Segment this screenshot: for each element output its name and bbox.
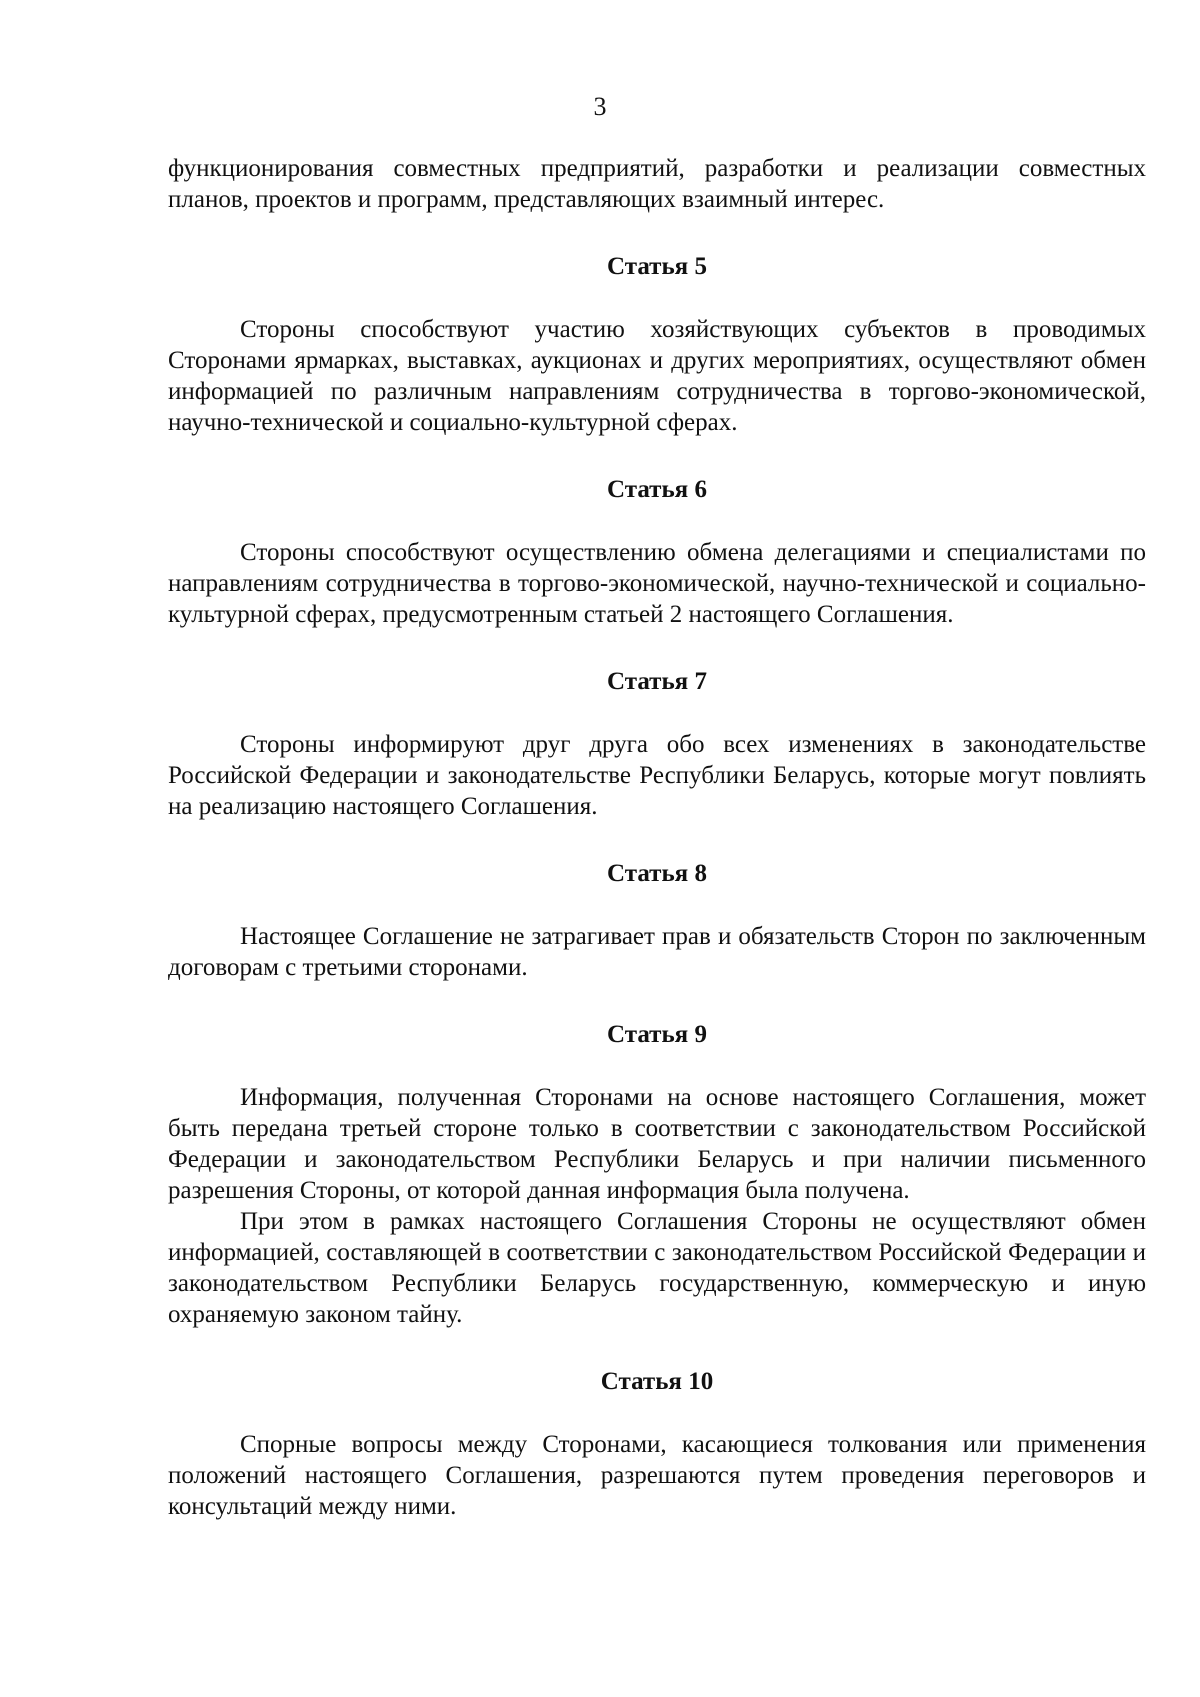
article-heading: Статья 8 [607,860,707,887]
article-paragraph: Информация, полученная Сторонами на основе настоящего Соглашения, может быть передана третьей стороне только в соответствии с законодательством Российской Федерации и законодательством Республики Беларусь и при наличии письменного разрешения Стороны, от которой данная информация была получена. [168,1084,1146,1204]
article-heading: Статья 7 [607,668,707,695]
article-heading: Статья 9 [607,1021,707,1048]
article-paragraph: Стороны информируют друг друга обо всех изменениях в законодательстве Российской Федерации и законодательстве Республики Беларусь, которые могут повлиять на реализацию настоящего Соглашения. [168,731,1146,820]
page-number: 3 [593,92,607,121]
article-heading: Статья 5 [607,253,707,280]
intro-paragraph: функционирования совместных предприятий, разработки и реализации совместных планов, проектов и программ, представляющих взаимный интерес. [168,155,1146,213]
article-heading: Статья 10 [600,1368,714,1395]
document-body [168,153,1146,1522]
article-paragraph: Спорные вопросы между Сторонами, касающиеся толкования или применения положений настоящего Соглашения, разрешаются путем проведения переговоров и консультаций между ними. [168,1431,1146,1520]
article-8 [168,859,1146,983]
article-paragraph: Стороны способствуют участию хозяйствующих субъектов в проводимых Сторонами ярмарках, выставках, аукционах и других мероприятиях, осуществляют обмен информацией по различным направлениям сотрудничества в торгово-экономической, научно-технической и социально-культурной сферах. [168,316,1146,436]
article-paragraph: Настоящее Соглашение не затрагивает прав и обязательств Сторон по заключенным договорам с третьими сторонами. [168,923,1146,981]
article-heading: Статья 6 [607,476,707,503]
article-paragraph: При этом в рамках настоящего Соглашения Стороны не осуществляют обмен информацией, составляющей в соответствии с законодательством Российской Федерации и законодательством Республики Беларусь государственную, коммерческую и иную охраняемую законом тайну. [168,1208,1146,1328]
article-9 [168,1020,1146,1330]
article-7 [168,667,1146,822]
article-5 [168,252,1146,438]
article-paragraph: Стороны способствуют осуществлению обмена делегациями и специалистами по направлениям сотрудничества в торгово-экономической, научно-технической и социально-культурной сферах, предусмотренным статьей 2 настоящего Соглашения. [168,539,1146,628]
article-6 [168,475,1146,630]
article-10 [168,1367,1146,1522]
